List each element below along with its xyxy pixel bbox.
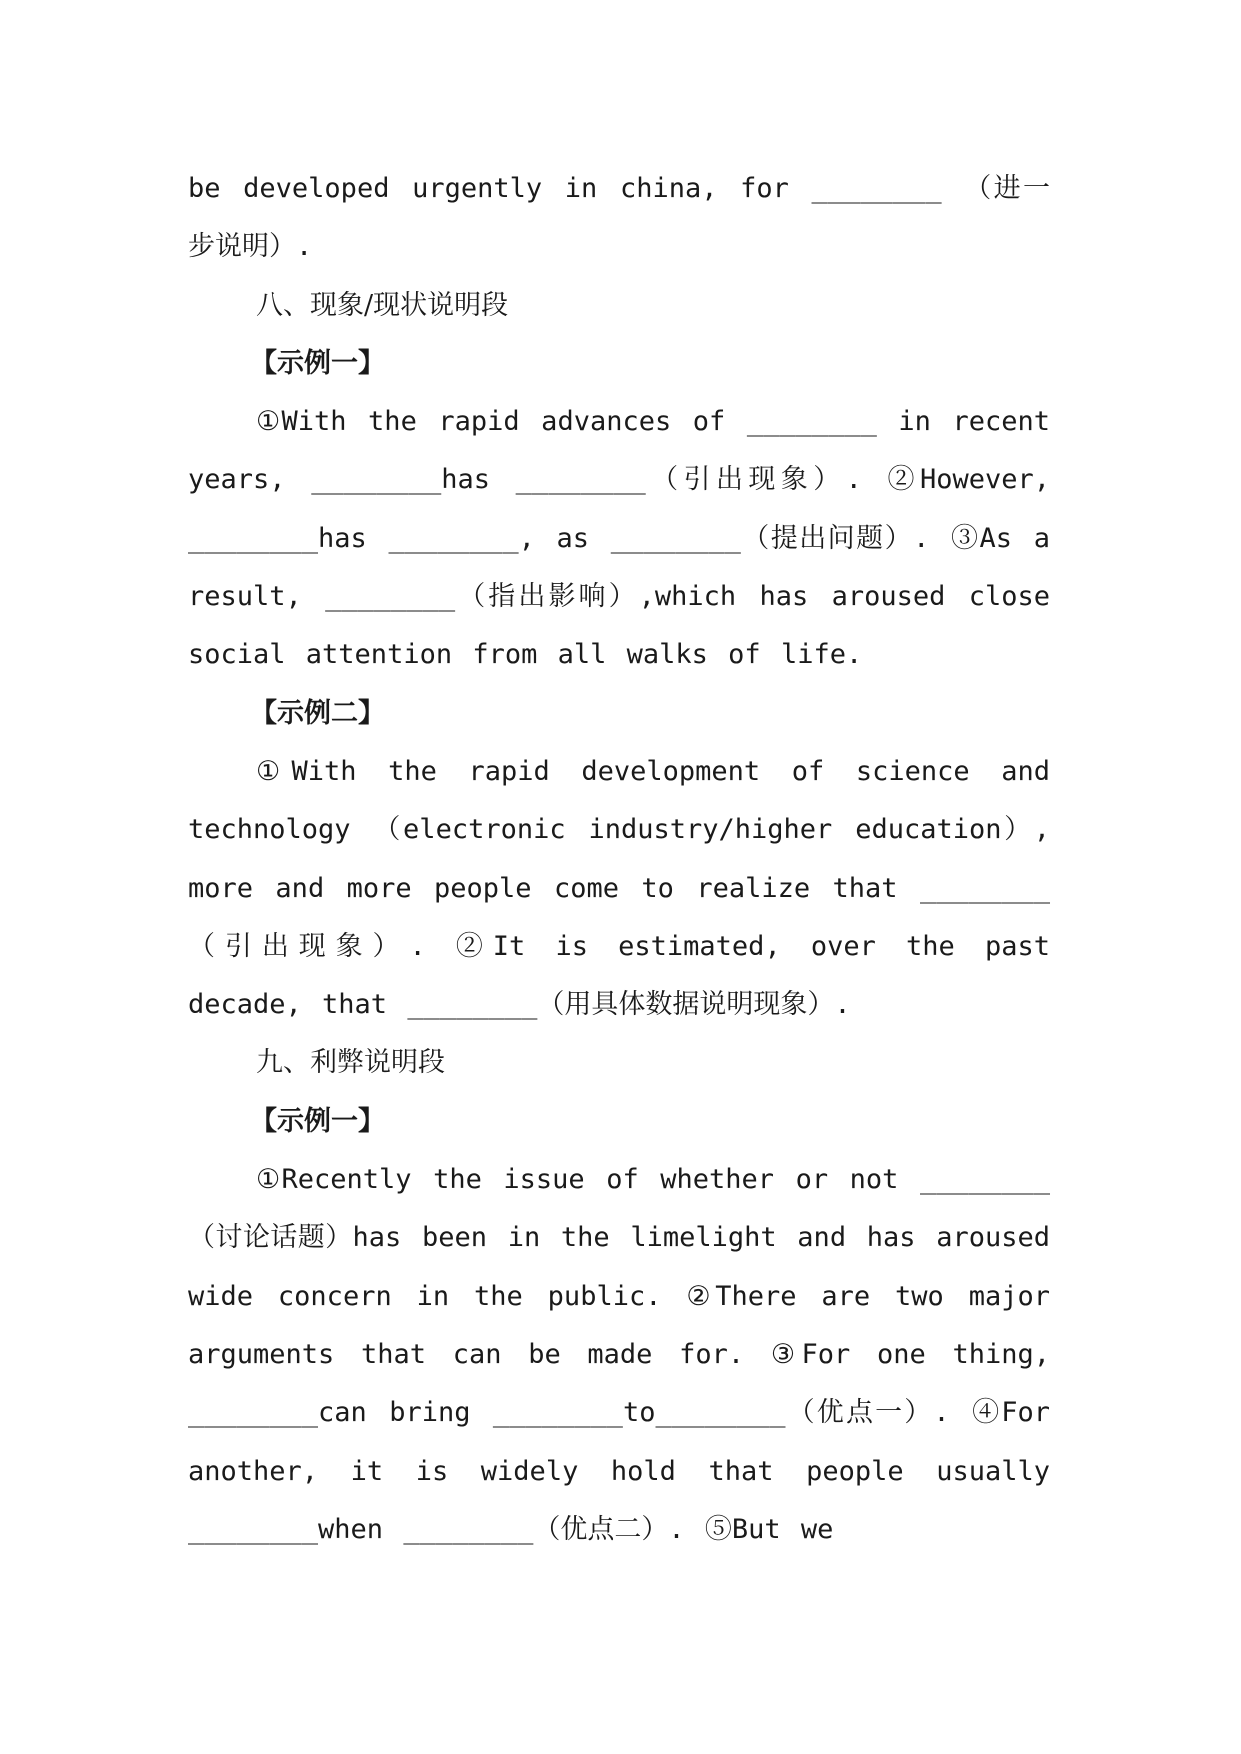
section-heading-pros-cons: 九、利弊说明段 [256,1047,445,1079]
paragraph-pros-cons-example-1: ①Recently the issue of whether or not ________（讨论话题）has been in the limelight and has aroused wide concern in the public. ②There are two major arguments that can be made for. ③For one thing, ________can bring ________to________（优点一）. ④For another, it is widely hold that people usually ________when ________（优点二）. ⑤But we [188,1164,1050,1545]
example-label-2: 【示例二】 [250,697,385,729]
paragraph-phenomenon-example-1: ①With the rapid advances of ________ in recent years, ________has ________（引出现象）. ②However, ________has ________, as ________（提出问题）. ③As a result, ________（指出影响）,which has aroused close social attention from all walks of life. [188,406,1050,671]
section-heading-phenomenon: 八、现象/现状说明段 [256,289,509,321]
paragraph-continuation: be developed urgently in china, for ________ （进一步说明）. [188,173,1050,263]
example-label-3: 【示例一】 [250,1105,385,1137]
paragraph-phenomenon-example-2: ①With the rapid development of science and technology （electronic industry/higher education）, more and more people come to realize that ________（引出现象）. ②It is estimated, over the past decade, that ________（用具体数据说明现象）. [188,755,1050,1021]
example-label-1: 【示例一】 [250,347,385,379]
document-body [188,160,1050,1559]
